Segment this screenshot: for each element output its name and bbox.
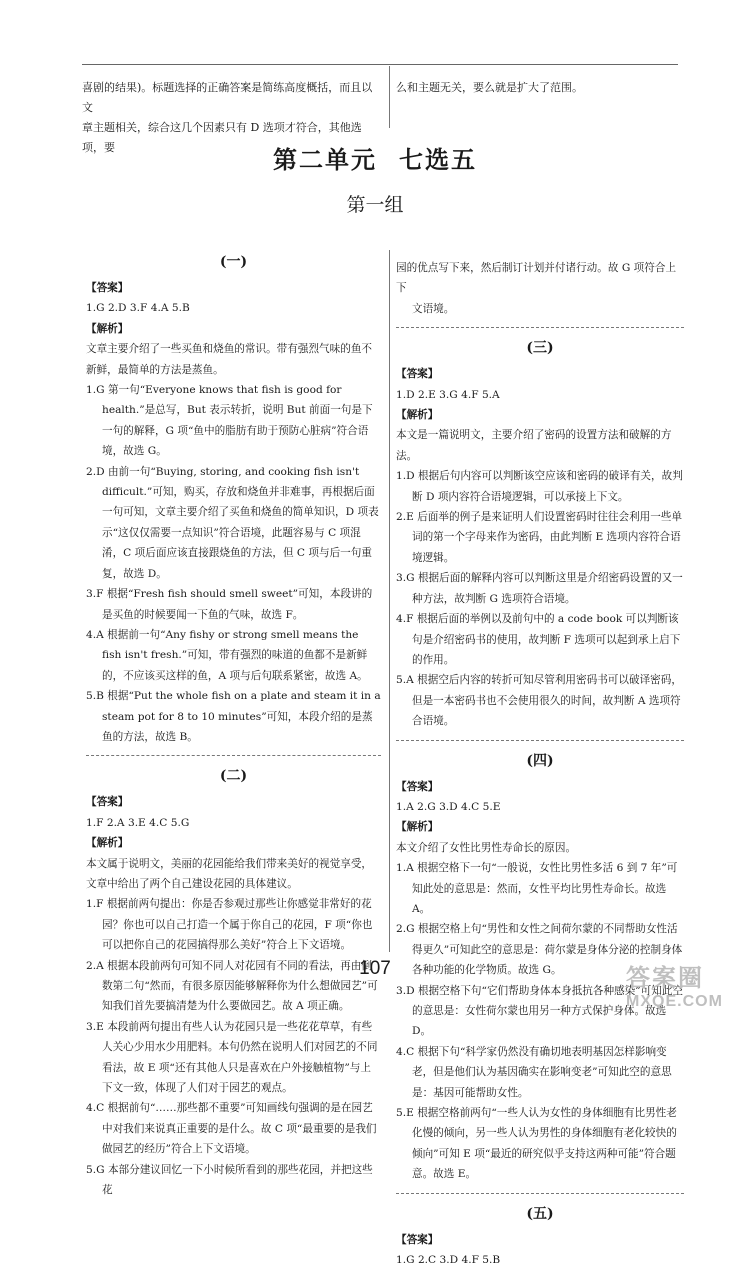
right-column [396, 258, 684, 1270]
analysis-item: 3.D 根据空格下句“它们帮助身体本身抵抗各种感染”可知此空的意思是：女性荷尔蒙也用另一种方式保护身体。故选 D。 [396, 984, 684, 1038]
unit-title-part1: 第二单元 [273, 145, 377, 174]
analysis-item: 2.G 根据空格上句“男性和女性之间荷尔蒙的不同帮助女性活得更久”可知此空的意思是：荷尔蒙是身体分泌的控制身体各种功能的化学物质。故选 G。 [396, 923, 683, 977]
column-divider-top [389, 66, 390, 128]
answer-list: 1.G 2.C 3.D 4.F 5.B [396, 1254, 501, 1267]
analysis-item: 2.D 由前一句“Buying, storing, and cooking fish isn't difficult.”可知，购买，存放和烧鱼并非难事，再根据后面一句可知，文章主要介绍了买鱼和烧鱼的简单知识，D 项表示“这仅仅需要一点知识”符合语境，此题容易与 C 项混淆，C 项后面应该直接跟烧鱼的方法，但 C 项与后一句重复，故选 D。 [86, 465, 379, 580]
text-line: 园的优点写下来，然后制订计划并付诸行动。故 G 项符合上下 [396, 262, 677, 295]
analysis-item: 1.F 根据前两句提出：你是否参观过那些让你感觉非常好的花园？你也可以自己打造一个属于你自己的花园，F 项“你也可以把你自己的花园搞得那么美好”符合上下文语境。 [86, 898, 373, 952]
analysis-item: 2.E 后面举的例子是来证明人们设置密码时往往会利用一些单词的第一个字母来作为密码，由此判断 E 选项内容符合语境逻辑。 [396, 511, 683, 564]
analysis-item: 1.G 第一句“Everyone knows that fish is good for health.”是总写，But 表示转折，说明 But 前面一句是下一句的解释，G 项“鱼中的脂肪有助于预防心脏病”符合语境，故选 G。 [86, 384, 373, 458]
analysis-item: 1.A 根据空格下一句“一般说，女性比男性多活 6 到 7 年”可知此处的意思是：然而，女性平均比男性寿命长。故选 A。 [396, 862, 678, 915]
watermark-logo [626, 958, 746, 1020]
analysis-item: 4.C 根据下句“科学家仍然没有确切地表明基因怎样影响变老，但是他们认为基因确实在影响变老”可知此空的意思是：基因可能帮助女性。 [396, 1045, 672, 1099]
analysis-item: 3.G 根据后面的解释内容可以判断这里是介绍密码设置的又一种方法，故判断 G 选项符合语境。 [396, 572, 683, 605]
text-line: 么和主题无关，要么就是扩大了范围。 [396, 81, 583, 94]
answer-list: 1.D 2.E 3.G 4.F 5.A [396, 388, 500, 401]
analysis-tag: 【解析】 [86, 837, 129, 850]
answer-tag: 【答案】 [396, 368, 439, 381]
analysis-item: 1.D 根据后句内容可以判断该空应该和密码的破译有关，故判断 D 项内容符合语境逻辑，可以承接上下文。 [396, 470, 683, 503]
top-rule [82, 64, 678, 65]
analysis-item: 5.E 根据空格前两句“一些人认为女性的身体细胞有比男性老化慢的倾向，另一些人认为男性的身体细胞有老化较快的倾向”可知 E 项“最近的研究似乎支持这两种可能”符合题意。故选 E。 [396, 1107, 677, 1181]
answer-tag: 【答案】 [396, 780, 439, 793]
analysis-item: 5.A 根据空后内容的转折可知尽管利用密码书可以破译密码，但是一本密码书也不会使用很久的时间，故判断 A 选项符合语境。 [396, 674, 682, 728]
analysis-item: 3.E 本段前两句提出有些人认为花园只是一些花花草草，有些人关心少用水少用肥料。本句仍然在说明人们对园艺的不同看法，故 E 项“还有其他人只是喜欢在户外接触植物”与上下文一致，体现了人们对于园艺的观点。 [86, 1020, 378, 1095]
section-heading-2: (二) [219, 768, 248, 785]
analysis-intro: 本文是一篇说明文，主要介绍了密码的设置方法和破解的方法。 [396, 429, 672, 462]
section-divider [86, 755, 381, 756]
analysis-item: 3.F 根据“Fresh fish should smell sweet”可知，本段讲的是买鱼的时候要闻一下鱼的气味，故选 F。 [86, 588, 373, 621]
unit-title-part2: 七选五 [399, 145, 477, 174]
answer-tag: 【答案】 [396, 1233, 439, 1246]
analysis-item: 5.B 根据“Put the whole fish on a plate and steam it in a steam pot for 8 to 10 minutes”可知，本段介绍的是蒸鱼的方法，故选 B。 [86, 690, 381, 743]
answer-list: 1.G 2.D 3.F 4.A 5.B [86, 302, 190, 315]
section-heading-1: (一) [219, 254, 248, 270]
analysis-item: 4.C 根据前句“……那些都不重要”可知画线句强调的是在园艺中对我们来说真正重要的是什么。故 C 项“最重要的是我们做园艺的经历”符合上下文语境。 [86, 1102, 377, 1156]
analysis-item: 5.G 本部分建议回忆一下小时候所看到的那些花园，并把这些花 [86, 1163, 373, 1197]
section-heading-3: (三) [526, 340, 554, 357]
answer-list: 1.A 2.G 3.D 4.C 5.E [396, 800, 501, 813]
analysis-item: 2.A 根据本段前两句可知不同人对花园有不同的看法，再由倒数第二句“然而，有很多原因能够解释你为什么想做园艺”可知我们首先要搞清楚为什么要做园艺。故 A 项正确。 [86, 959, 378, 1013]
section-heading-5: (五) [526, 1205, 554, 1222]
text-line: 文语境。 [412, 302, 455, 315]
watermark-text: 答案圈 [626, 965, 704, 992]
section-heading-4: (四) [526, 752, 554, 769]
left-column [86, 242, 381, 1200]
answer-list: 1.F 2.A 3.E 4.C 5.G [86, 816, 190, 829]
answer-tag: 【答案】 [86, 282, 129, 294]
group-title: 第一组 [346, 194, 404, 216]
section-divider [396, 327, 684, 328]
page-number: 107 [359, 958, 391, 979]
watermark-url: MXQE.COM [626, 993, 723, 1010]
text-line: 喜剧的结果)。标题选择的正确答案是简练高度概括，而且以文 [82, 81, 373, 114]
answer-tag: 【答案】 [86, 796, 129, 809]
unit-title [0, 140, 750, 175]
text-line: 章主题相关，综合这几个因素只有 D 选项才符合，其他选项，要 [82, 121, 362, 154]
analysis-item: 4.A 根据前一句“Any fishy or strong smell means the fish isn't fresh.”可知，带有强烈的味道的鱼都不是新鲜的，不应该买这样的鱼，A 项与后句联系紧密，故选 A。 [86, 628, 368, 682]
analysis-tag: 【解析】 [396, 821, 439, 834]
column-divider [389, 250, 390, 952]
section-divider [396, 740, 684, 741]
analysis-intro: 本文介绍了女性比男性寿命长的原因。 [396, 841, 577, 854]
analysis-intro: 文章主要介绍了一些买鱼和烧鱼的常识。带有强烈气味的鱼不新鲜，最简单的方法是蒸鱼。 [86, 343, 373, 376]
analysis-tag: 【解析】 [396, 409, 439, 422]
top-right-text [396, 78, 686, 98]
section-divider [396, 1193, 684, 1194]
analysis-intro: 本文属于说明文，美丽的花园能给我们带来美好的视觉享受，文章中给出了两个自己建设花园的具体建议。 [86, 857, 373, 890]
analysis-item: 4.F 根据后面的举例以及前句中的 a code book 可以判断该句是介绍密码书的使用，故判断 F 选项可以起到承上启下的作用。 [396, 613, 681, 666]
analysis-tag: 【解析】 [86, 322, 129, 335]
